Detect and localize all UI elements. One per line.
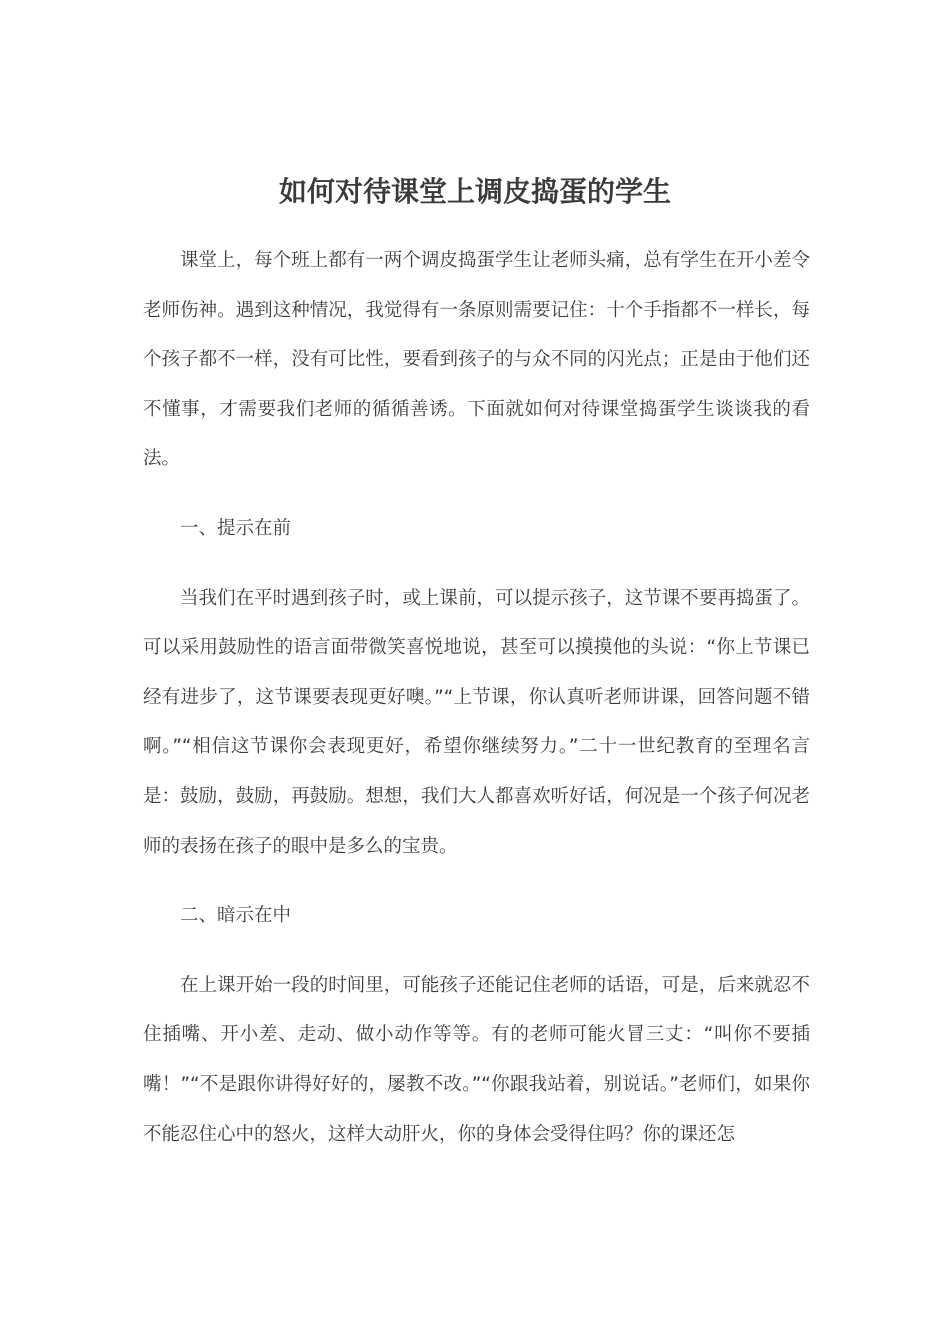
paragraph-section-1: 当我们在平时遇到孩子时，或上课前，可以提示孩子，这节课不要再捣蛋了。可以采用鼓励性的语言面带微笑喜悦地说，甚至可以摸摸他的头说：“你上节课已经有进步了，这节课要表现更好噢。”“上节课，你认真听老师讲课，回答问题不错啊。”“相信这节课你会表现更好，希望你继续努力。”二十一世纪教育的至理名言是：鼓励，鼓励，再鼓励。想想，我们大人都喜欢听好话，何况是一个孩子何况老师的表扬在孩子的眼中是多么的宝贵。 [143, 587, 810, 857]
paragraph-gap [143, 554, 810, 574]
paragraph-gap [143, 941, 810, 961]
section-heading-1: 一、提示在前 [180, 517, 292, 539]
paragraph-gap [143, 484, 810, 504]
paragraph-gap [143, 871, 810, 891]
document-title: 如何对待课堂上调皮捣蛋的学生 [278, 175, 671, 208]
paragraph-section-2: 在上课开始一段的时间里，可能孩子还能记住老师的话语，可是，后来就忍不住插嘴、开小差、走动、做小动作等等。有的老师可能火冒三丈：“叫你不要插嘴！”“不是跟你讲得好好的，屡教不改。”“你跟我站着，别说话。”老师们，如果你不能忍住心中的怒火，这样大动肝火，你的身体会受得住吗？你的课还怎 [143, 974, 810, 1145]
paragraph-intro: 课堂上，每个班上都有一两个调皮捣蛋学生让老师头痛，总有学生在开小差令老师伤神。遇到这种情况，我觉得有一条原则需要记住：十个手指都不一样长，每个孩子都不一样，没有可比性，要看到孩子的与众不同的闪光点；正是由于他们还不懂事，才需要我们老师的循循善诱。下面就如何对待课堂捣蛋学生谈谈我的看法。 [143, 250, 810, 470]
document-body [143, 236, 810, 1159]
section-heading-2: 二、暗示在中 [180, 905, 292, 927]
